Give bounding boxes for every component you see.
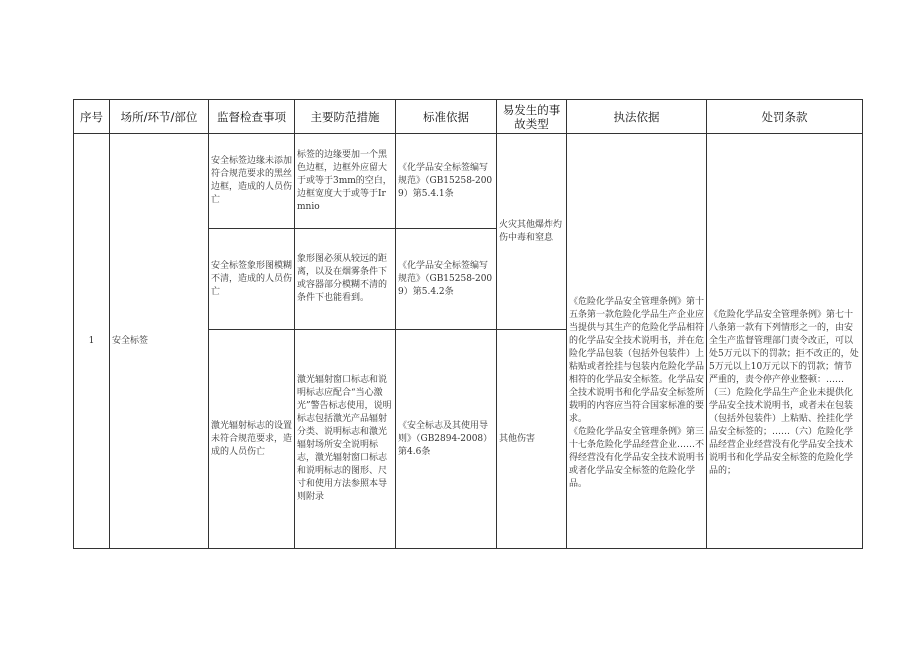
place-cell (110, 134, 209, 549)
header-law: 执法依据 (567, 100, 707, 134)
standard-text: 《安全标志及其使用导则》（GB2894-2008）第4.6条 (398, 420, 493, 457)
standard-cell (396, 229, 497, 330)
standard-cell (396, 330, 497, 549)
standard-cell (396, 134, 497, 229)
accident-cell (497, 330, 567, 549)
header-item: 监督检查事项 (209, 100, 295, 134)
accident-cell (497, 134, 567, 330)
table-row (74, 134, 863, 229)
item-cell (209, 229, 295, 330)
header-seq: 序号 (74, 100, 110, 134)
seq-value: 1 (88, 335, 95, 346)
measure-text: 激光辐射窗口标志和说明标志应配合“当心激光”警告标志使用，说明标志包括激光产品辐射分类、说明标志和激光辐射场所安全说明标志，激光辐射窗口标志和说明标志的图形、尺寸和使用方法参照本导则附录 (297, 375, 392, 503)
measure-cell (295, 134, 396, 229)
header-penalty: 处罚条款 (707, 100, 863, 134)
accident-text: 其他伤害 (499, 433, 536, 444)
item-text: 激光辐射标志的设置未符合规范要求，造成的人员伤亡 (211, 420, 293, 457)
measure-text: 象形图必须从较远的距离，以及在烟雾条件下或容器部分模糊不清的条件下也能看到。 (297, 254, 388, 304)
standard-text: 《化学品安全标签编写规范》（GB15258-2009）第5.4.2条 (398, 260, 493, 297)
inspection-table (73, 99, 863, 549)
header-standard: 标准依据 (396, 100, 497, 134)
penalty-cell (707, 134, 863, 549)
item-cell (209, 330, 295, 549)
measure-cell (295, 330, 396, 549)
header-accident: 易发生的事故类型 (497, 100, 567, 134)
law-text: 《危险化学品安全管理条例》第十五条第一款危险化学品生产企业应当提供与其生产的危险化学品相符的化学品安全技术说明书，并在危险化学品包装（包括外包装件）上粘贴或者拴挂与包装内危险化学品相符的化学品安全标签。化学品安全技术说明书和化学品安全标签所载明的内容应当符合国家标准的要求。 《危险化学品安全管理条例》第三十七条危险化学品经营企业……不得经营没有化学品安全技术说明书或者化学品安全标签的危险化学品。 (569, 296, 705, 489)
accident-text: 火灾其他爆炸灼伤中毒和窒息 (499, 219, 563, 243)
place-value: 安全标签 (112, 335, 149, 346)
header-measure: 主要防范措施 (295, 100, 396, 134)
standard-text: 《化学品安全标签编写规范》（GB15258-2009）第5.4.1条 (398, 162, 493, 199)
seq-cell (74, 134, 110, 549)
item-cell (209, 134, 295, 229)
item-text: 安全标签边缘未添加符合规范要求的黑丝边框，造成的人员伤亡 (211, 156, 293, 206)
penalty-text: 《危险化学品安全管理条例》第七十八条第一款有下列情形之一的，由安全生产监督管理部门责令改正，可以处5万元以下的罚款；拒不改正的，处5万元以上10万元以下的罚款；情节严重的，责令停产停业整顿：……（三）危险化学品生产企业未提供化学品安全技术说明书，或者未在包装 （包括外包装件）上粘贴、拴挂化学品安全标签的；……（六）危险化学品经营企业经营没有化学品安全技术说明书和化学品安全标签的危险化学品的； (709, 309, 859, 476)
law-cell (567, 134, 707, 549)
item-text: 安全标签象形图模糊不清，造成的人员伤亡 (211, 260, 293, 297)
header-place: 场所/环节/部位 (110, 100, 209, 134)
measure-text: 标签的边缘要加一个黑色边框，边框外应留大于或等于3mm的空白，边框宽度大于或等于Irmnio (297, 149, 392, 212)
header-row (74, 100, 863, 134)
measure-cell (295, 229, 396, 330)
